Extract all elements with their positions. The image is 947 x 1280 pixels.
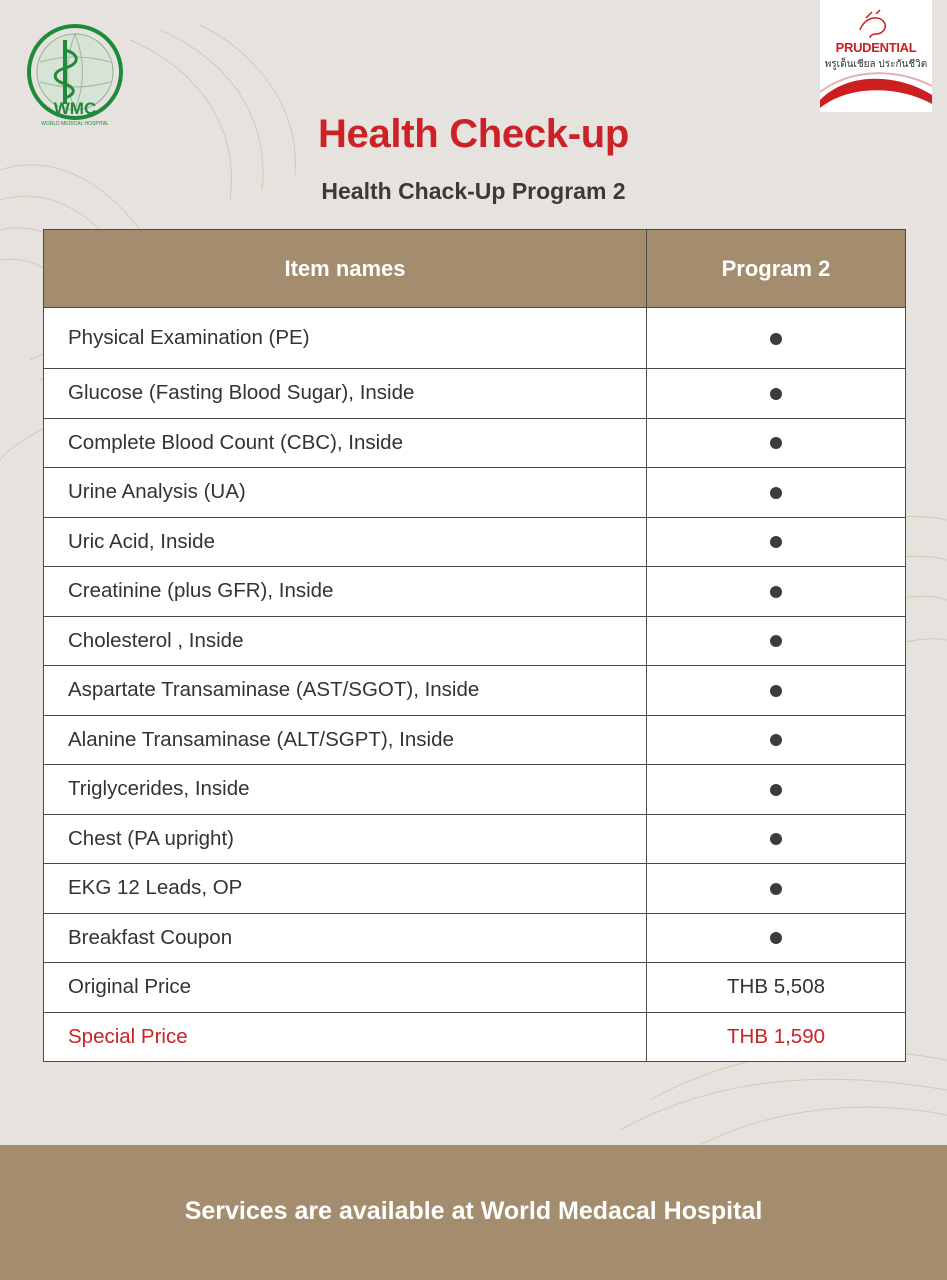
table-row	[44, 369, 906, 419]
item-name: Glucose (Fasting Blood Sugar), Inside	[44, 369, 647, 419]
program-table	[43, 229, 905, 1062]
checkup-table	[43, 229, 906, 1062]
included-bullet-icon	[770, 586, 782, 598]
wmc-logo-text: WMC	[53, 99, 97, 118]
table-header-row	[44, 230, 906, 308]
included-cell	[647, 567, 906, 617]
item-name: Chest (PA upright)	[44, 814, 647, 864]
item-name: Cholesterol , Inside	[44, 616, 647, 666]
wmc-logo-subtext: WORLD MEDICAL HOSPITAL	[41, 121, 109, 127]
included-bullet-icon	[770, 388, 782, 400]
included-cell	[647, 616, 906, 666]
table-row	[44, 418, 906, 468]
prudential-logo	[820, 0, 932, 112]
item-name: Alanine Transaminase (ALT/SGPT), Inside	[44, 715, 647, 765]
item-name: Urine Analysis (UA)	[44, 468, 647, 518]
included-bullet-icon	[770, 833, 782, 845]
included-bullet-icon	[770, 437, 782, 449]
included-cell	[647, 765, 906, 815]
item-name: Triglycerides, Inside	[44, 765, 647, 815]
table-row	[44, 913, 906, 963]
included-cell	[647, 418, 906, 468]
original-price-row	[44, 963, 906, 1013]
table-row	[44, 517, 906, 567]
column-header-item-names: Item names	[44, 230, 647, 308]
item-name: Aspartate Transaminase (AST/SGOT), Inside	[44, 666, 647, 716]
included-bullet-icon	[770, 734, 782, 746]
included-cell	[647, 814, 906, 864]
included-bullet-icon	[770, 784, 782, 796]
included-bullet-icon	[770, 883, 782, 895]
footer-text: Services are available at World Medacal Hospital	[184, 1197, 763, 1225]
included-bullet-icon	[770, 932, 782, 944]
page-title: Health Check-up	[317, 112, 630, 156]
item-name: Uric Acid, Inside	[44, 517, 647, 567]
table-row	[44, 864, 906, 914]
included-bullet-icon	[770, 333, 782, 345]
included-bullet-icon	[770, 487, 782, 499]
included-cell	[647, 369, 906, 419]
prudence-head-icon	[820, 0, 932, 112]
original-price-value: THB 5,508	[647, 963, 906, 1013]
included-cell	[647, 864, 906, 914]
included-cell	[647, 308, 906, 369]
included-bullet-icon	[770, 536, 782, 548]
item-name: Creatinine (plus GFR), Inside	[44, 567, 647, 617]
table-row	[44, 715, 906, 765]
table-row	[44, 616, 906, 666]
included-bullet-icon	[770, 635, 782, 647]
table-row	[44, 666, 906, 716]
table-row	[44, 468, 906, 518]
table-row	[44, 567, 906, 617]
table-row	[44, 814, 906, 864]
included-cell	[647, 913, 906, 963]
included-cell	[647, 517, 906, 567]
table-row	[44, 308, 906, 369]
original-price-label: Original Price	[44, 963, 647, 1013]
included-bullet-icon	[770, 685, 782, 697]
item-name: EKG 12 Leads, OP	[44, 864, 647, 914]
item-name: Complete Blood Count (CBC), Inside	[44, 418, 647, 468]
prudential-name: PRUDENTIAL	[835, 40, 917, 55]
included-cell	[647, 666, 906, 716]
included-cell	[647, 468, 906, 518]
included-cell	[647, 715, 906, 765]
page-subtitle: Health Chack-Up Program 2	[321, 178, 626, 204]
special-price-row	[44, 1012, 906, 1062]
item-name: Breakfast Coupon	[44, 913, 647, 963]
special-price-value: THB 1,590	[647, 1012, 906, 1062]
table-row	[44, 765, 906, 815]
footer-banner	[0, 1145, 947, 1280]
prudential-thai-text: พรูเด็นเชียล ประกันชีวิต	[824, 59, 928, 70]
item-name: Physical Examination (PE)	[44, 308, 647, 369]
column-header-program-2: Program 2	[647, 230, 906, 308]
special-price-label: Special Price	[44, 1012, 647, 1062]
